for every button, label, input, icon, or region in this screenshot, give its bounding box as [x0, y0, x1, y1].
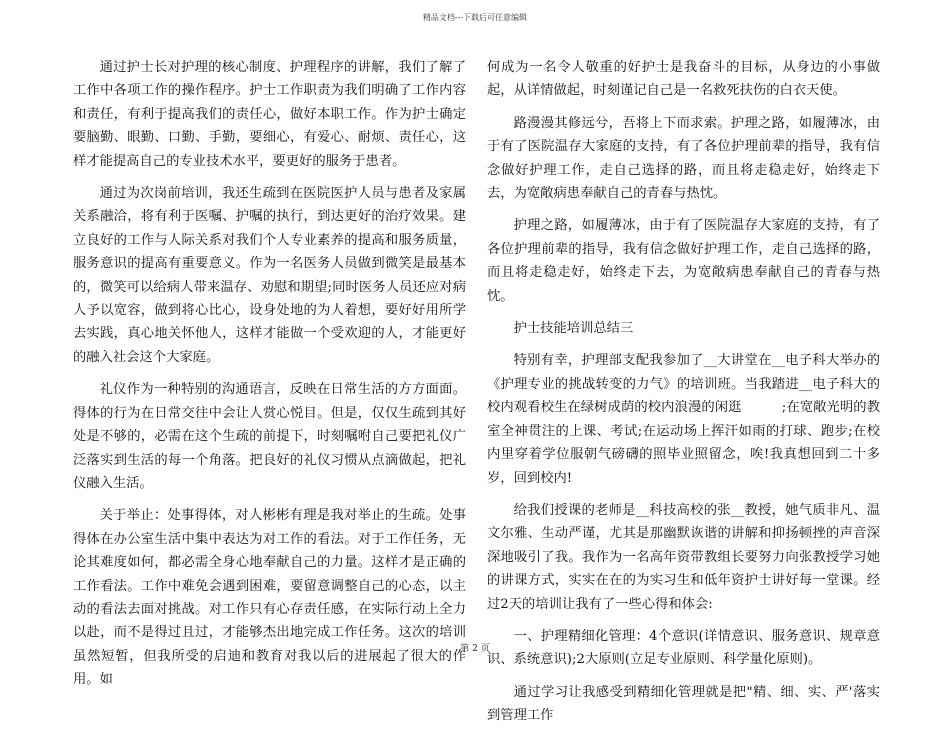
page-header: 精品文档---下载后可任意编辑 — [422, 13, 528, 22]
left-column — [73, 56, 466, 701]
paragraph: 通过为次岗前培训，我还生疏到在医院医护人员与患者及家属关系融洽，将有利于医嘱、护嘱的执行，到达更好的治疗效果。建立良好的工作与人际关系对我们个人专业素养的提高和服务质量，服务意识的提高有重要意义。作为一名医务人员做到微笑是最基本的，微笑可以给病人带来温存、劝慰和期望;同时医务人员还应对病人予以宽容，做到将心比心，设身处地的为人着想，要好好用所学去实践，真心地关怀他人，这样才能做一个受欢迎的人，才能更好的融入社会这个大家庭。 — [73, 186, 466, 365]
paragraph: 给我们授课的老师是__科技高校的张__教授，她气质非凡、温文尔雅、生动严谨，尤其是那幽默诙谐的讲解和抑扬顿挫的声音深深地吸引了我。我作为一名高年资带教组长要努力向张教授学习她的讲课方式，实实在在的为实习生和低年资护士讲好每一堂课。经过2天的培训让我有了一些心得和体会: — [487, 502, 880, 612]
section-heading: 护士技能培训总结三 — [513, 321, 634, 337]
page-footer: 第 2 页 — [460, 644, 490, 654]
paragraph: 通过学习让我感受到精细化管理就是把"精、细、实、严'落实到管理工作 — [487, 684, 880, 724]
paragraph: 关于举止：处事得体，对人彬彬有理是我对举止的生疏。处事得体在办公室生活中集中表达为对工作的看法。对于工作任务，无论其难度如何，都必需全身心地奉献自己的力量。这样才是正确的工作看法。工作中难免会遇到困难，要留意调整自己的心态，以主动的看法去面对挑战。对工作只有心存责任感，在实际行动上全力以赴，而不是得过且过，才能够杰出地完成工作任务。这次的培训虽然短暂，但我所受的启迪和教育对我以后的进展起了很大的作用。如 — [73, 508, 466, 688]
paragraph: 通过护士长对护理的核心制度、护理程序的讲解，我们了解了工作中各项工作的操作程序。护士工作职责为我们明确了工作内容和责任，有利于提高我们的责任心，做好本职工作。作为护士确定要脑勤、眼勤、口勤、手勤，要细心，有爱心、耐烦、责任心，这样才能提高自己的专业技术水平，要更好的服务于患者。 — [73, 60, 466, 169]
paragraph: 路漫漫其修远兮，吾将上下而求索。护理之路，如履薄冰，由于有了医院温存大家庭的支持，有了各位护理前辈的指导，我有信念做好护理工作，走自己选择的路，而且将走稳走好，始终走下去，为宽敞病患奉献自己的青春与热忱。 — [487, 115, 880, 202]
paragraph-continuation: 何成为一名令人敬重的好护士是我奋斗的目标，从身边的小事做起，从详情做起，时刻谨记自己是一名救死扶伤的白衣天使。 — [487, 60, 880, 99]
paragraph: 护理之路，如履薄冰，由于有了医院温存大家庭的支持，有了各位护理前辈的指导，我有信念做好护理工作，走自己选择的路，而且将走稳走好，始终走下去，为宽敞病患奉献自己的青春与热忱。 — [487, 218, 880, 304]
paragraph: 一、护理精细化管理：4个意识(详情意识、服务意识、规章意识、系统意识);2大原则(立足专业原则、科学量化原则)。 — [487, 628, 880, 668]
right-column — [487, 56, 880, 737]
paragraph: 礼仪作为一种特别的沟通语言，反映在日常生活的方方面面。得体的行为在日常交往中会让人赏心悦目。但是，仅仅生疏到其好处是不够的，必需在这个生疏的前提下，时刻嘱咐自己要把礼仪广泛落实到生活的每一个角落。把良好的礼仪习惯从点滴做起，把礼仪融入生活。 — [73, 382, 466, 491]
paragraph: 特别有幸，护理部支配我参加了__大讲堂在__电子科大举办的《护理专业的挑战转变的力气》的培训班。当我踏进__电子科大的校内观看校生在绿树成荫的校内浪漫的闲逛 ;在宽敞光明的教室全神贯注的上课、考试;在运动场上挥汗如雨的打球、跑步;在校内里穿着学位服朝气磅礴的照毕业照留念，唉!我真想回到二十多岁，回到校内! — [487, 353, 880, 486]
